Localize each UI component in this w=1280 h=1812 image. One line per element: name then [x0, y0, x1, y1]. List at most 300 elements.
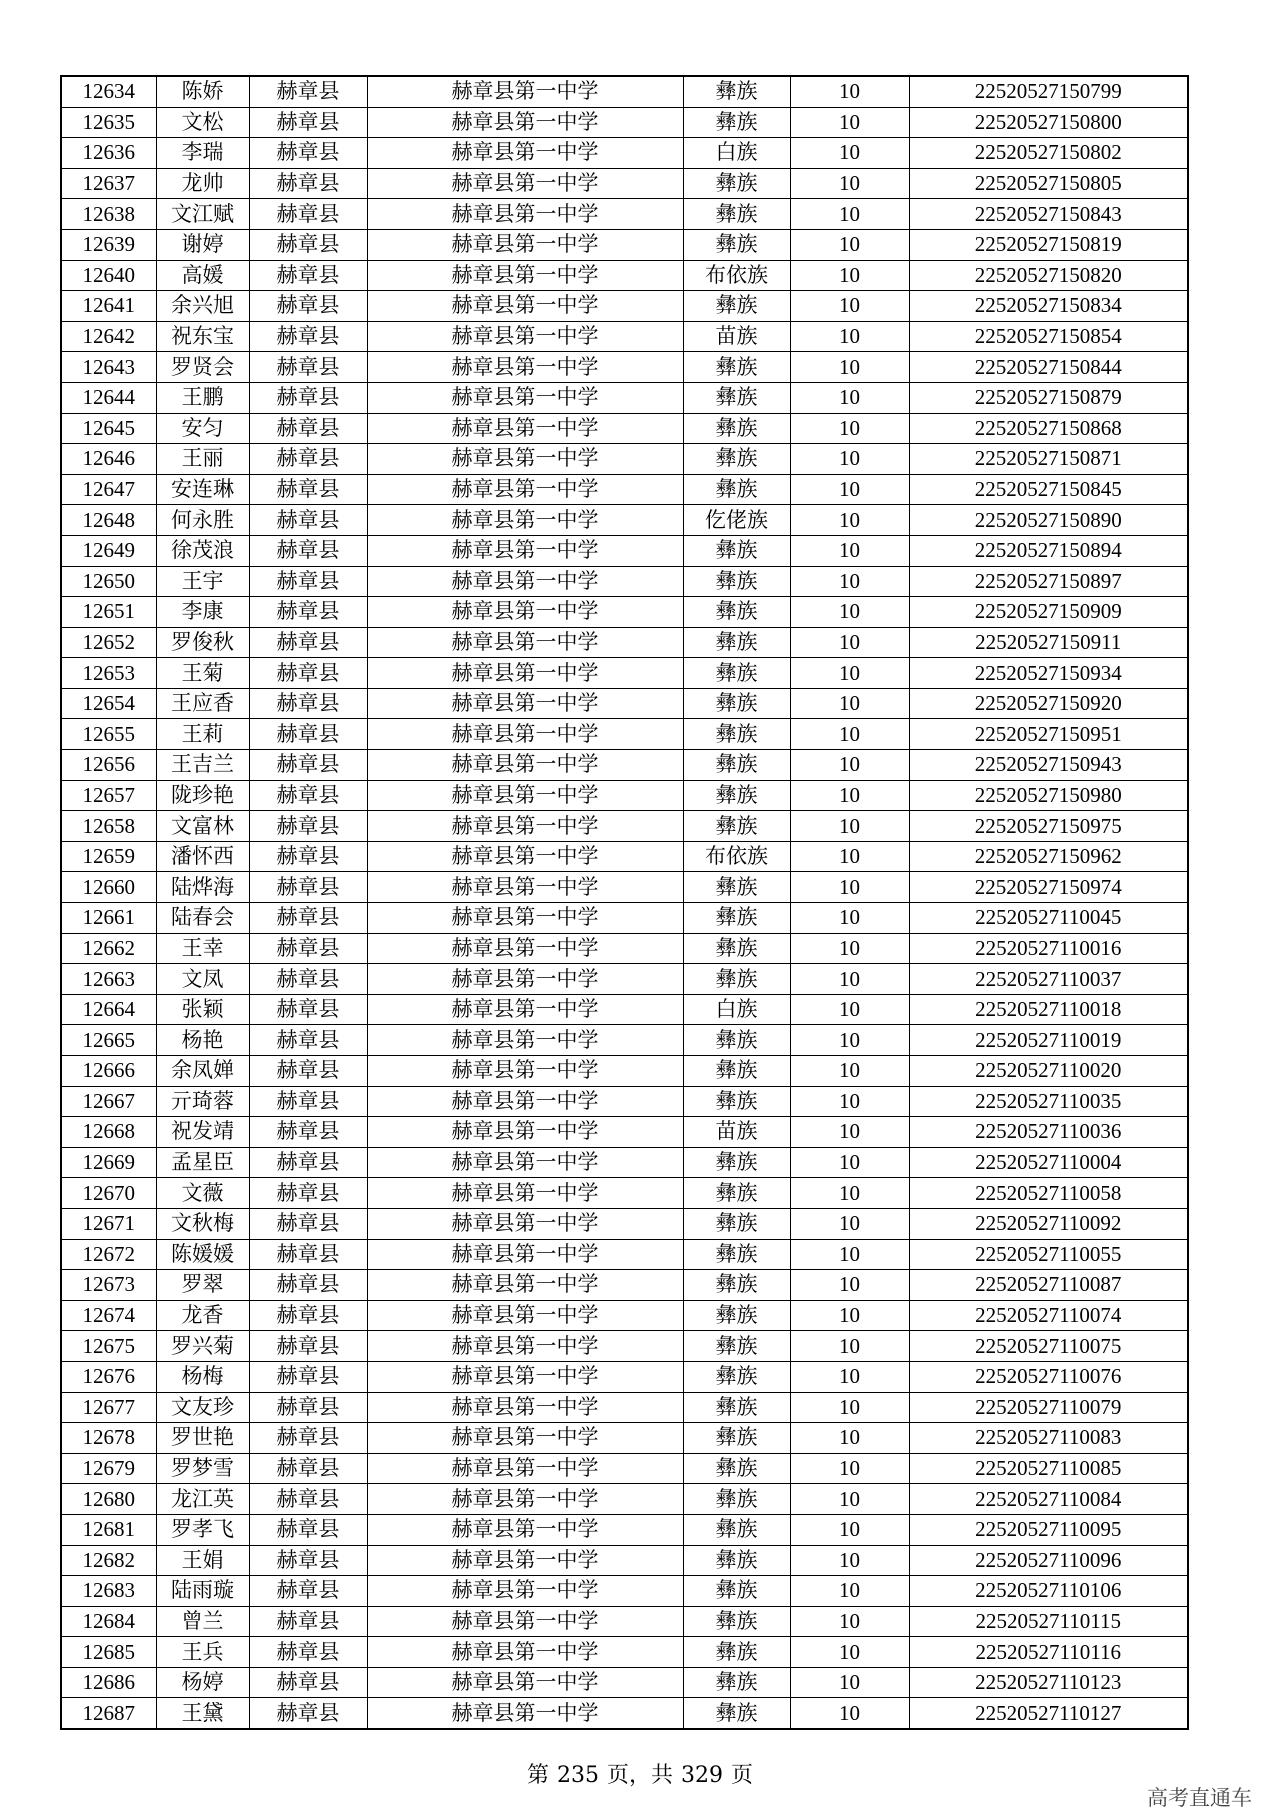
student-name-cell: 罗俊秋 — [156, 627, 249, 658]
grade-cell: 10 — [790, 1453, 909, 1484]
serial-number-cell: 12686 — [61, 1667, 156, 1698]
county-cell: 赫章县 — [249, 841, 367, 872]
school-cell: 赫章县第一中学 — [367, 1147, 683, 1178]
table-row — [61, 1208, 1188, 1239]
table-row — [61, 291, 1188, 322]
serial-number-cell: 12665 — [61, 1025, 156, 1056]
county-cell: 赫章县 — [249, 229, 367, 260]
table-row — [61, 1239, 1188, 1270]
grade-cell: 10 — [790, 566, 909, 597]
county-cell: 赫章县 — [249, 872, 367, 903]
student-name-cell: 文秋梅 — [156, 1208, 249, 1239]
ethnicity-cell: 彝族 — [683, 1698, 790, 1729]
school-cell: 赫章县第一中学 — [367, 872, 683, 903]
exam-id-cell: 22520527150951 — [909, 719, 1188, 750]
serial-number-cell: 12646 — [61, 444, 156, 475]
exam-id-cell: 22520527150943 — [909, 750, 1188, 781]
ethnicity-cell: 彝族 — [683, 1300, 790, 1331]
exam-id-cell: 22520527150980 — [909, 780, 1188, 811]
exam-id-cell: 22520527150820 — [909, 260, 1188, 291]
grade-cell: 10 — [790, 1025, 909, 1056]
school-cell: 赫章县第一中学 — [367, 1056, 683, 1087]
ethnicity-cell: 彝族 — [683, 1331, 790, 1362]
exam-id-cell: 22520527150834 — [909, 291, 1188, 322]
page-current: 235 — [556, 1763, 599, 1788]
ethnicity-cell: 彝族 — [683, 1606, 790, 1637]
grade-cell: 10 — [790, 1667, 909, 1698]
county-cell: 赫章县 — [249, 1147, 367, 1178]
student-name-cell: 余凤婵 — [156, 1056, 249, 1087]
exam-id-cell: 22520527150868 — [909, 413, 1188, 444]
ethnicity-cell: 彝族 — [683, 168, 790, 199]
table-row — [61, 872, 1188, 903]
ethnicity-cell: 彝族 — [683, 780, 790, 811]
ethnicity-cell: 彝族 — [683, 444, 790, 475]
grade-cell: 10 — [790, 1361, 909, 1392]
student-name-cell: 王幸 — [156, 933, 249, 964]
school-cell: 赫章县第一中学 — [367, 597, 683, 628]
ethnicity-cell: 彝族 — [683, 964, 790, 995]
table-row — [61, 1576, 1188, 1607]
county-cell: 赫章县 — [249, 1545, 367, 1576]
serial-number-cell: 12662 — [61, 933, 156, 964]
county-cell: 赫章县 — [249, 1270, 367, 1301]
table-row — [61, 1178, 1188, 1209]
serial-number-cell: 12671 — [61, 1208, 156, 1239]
student-name-cell: 余兴旭 — [156, 291, 249, 322]
student-name-cell: 潘怀西 — [156, 841, 249, 872]
table-row — [61, 933, 1188, 964]
table-row — [61, 382, 1188, 413]
serial-number-cell: 12661 — [61, 903, 156, 934]
student-name-cell: 王黛 — [156, 1698, 249, 1729]
school-cell: 赫章县第一中学 — [367, 1514, 683, 1545]
grade-cell: 10 — [790, 382, 909, 413]
grade-cell: 10 — [790, 780, 909, 811]
ethnicity-cell: 彝族 — [683, 811, 790, 842]
grade-cell: 10 — [790, 1147, 909, 1178]
grade-cell: 10 — [790, 597, 909, 628]
serial-number-cell: 12670 — [61, 1178, 156, 1209]
table-row — [61, 413, 1188, 444]
student-name-cell: 陆春会 — [156, 903, 249, 934]
student-name-cell: 王鹏 — [156, 382, 249, 413]
table-row — [61, 138, 1188, 169]
exam-id-cell: 22520527150879 — [909, 382, 1188, 413]
school-cell: 赫章县第一中学 — [367, 1698, 683, 1729]
student-name-cell: 陈媛媛 — [156, 1239, 249, 1270]
ethnicity-cell: 彝族 — [683, 413, 790, 444]
ethnicity-cell: 彝族 — [683, 933, 790, 964]
table-row — [61, 1086, 1188, 1117]
grade-cell: 10 — [790, 1270, 909, 1301]
table-row — [61, 750, 1188, 781]
school-cell: 赫章县第一中学 — [367, 505, 683, 536]
county-cell: 赫章县 — [249, 780, 367, 811]
county-cell: 赫章县 — [249, 1667, 367, 1698]
grade-cell: 10 — [790, 1331, 909, 1362]
student-name-cell: 谢婷 — [156, 229, 249, 260]
ethnicity-cell: 彝族 — [683, 872, 790, 903]
student-name-cell: 杨艳 — [156, 1025, 249, 1056]
ethnicity-cell: 彝族 — [683, 1423, 790, 1454]
ethnicity-cell: 彝族 — [683, 1239, 790, 1270]
table-row — [61, 1331, 1188, 1362]
exam-id-cell: 22520527150819 — [909, 229, 1188, 260]
exam-id-cell: 22520527110123 — [909, 1667, 1188, 1698]
county-cell: 赫章县 — [249, 107, 367, 138]
school-cell: 赫章县第一中学 — [367, 1484, 683, 1515]
exam-id-cell: 22520527150890 — [909, 505, 1188, 536]
serial-number-cell: 12653 — [61, 658, 156, 689]
serial-number-cell: 12635 — [61, 107, 156, 138]
table-row — [61, 780, 1188, 811]
exam-id-cell: 22520527110127 — [909, 1698, 1188, 1729]
ethnicity-cell: 白族 — [683, 138, 790, 169]
grade-cell: 10 — [790, 474, 909, 505]
serial-number-cell: 12674 — [61, 1300, 156, 1331]
student-name-cell: 孟星臣 — [156, 1147, 249, 1178]
exam-id-cell: 22520527150975 — [909, 811, 1188, 842]
county-cell: 赫章县 — [249, 688, 367, 719]
ethnicity-cell: 彝族 — [683, 719, 790, 750]
school-cell: 赫章县第一中学 — [367, 1361, 683, 1392]
county-cell: 赫章县 — [249, 168, 367, 199]
county-cell: 赫章县 — [249, 291, 367, 322]
school-cell: 赫章县第一中学 — [367, 750, 683, 781]
serial-number-cell: 12683 — [61, 1576, 156, 1607]
ethnicity-cell: 彝族 — [683, 76, 790, 107]
ethnicity-cell: 彝族 — [683, 597, 790, 628]
school-cell: 赫章县第一中学 — [367, 903, 683, 934]
serial-number-cell: 12678 — [61, 1423, 156, 1454]
exam-id-cell: 22520527110087 — [909, 1270, 1188, 1301]
student-name-cell: 安匀 — [156, 413, 249, 444]
exam-id-cell: 22520527150844 — [909, 352, 1188, 383]
grade-cell: 10 — [790, 1637, 909, 1668]
exam-id-cell: 22520527150909 — [909, 597, 1188, 628]
serial-number-cell: 12650 — [61, 566, 156, 597]
table-row — [61, 352, 1188, 383]
county-cell: 赫章县 — [249, 1178, 367, 1209]
ethnicity-cell: 彝族 — [683, 535, 790, 566]
county-cell: 赫章县 — [249, 1239, 367, 1270]
table-row — [61, 444, 1188, 475]
student-name-cell: 罗翠 — [156, 1270, 249, 1301]
county-cell: 赫章县 — [249, 76, 367, 107]
grade-cell: 10 — [790, 811, 909, 842]
exam-id-cell: 22520527110095 — [909, 1514, 1188, 1545]
serial-number-cell: 12636 — [61, 138, 156, 169]
grade-cell: 10 — [790, 1086, 909, 1117]
ethnicity-cell: 彝族 — [683, 229, 790, 260]
school-cell: 赫章县第一中学 — [367, 1667, 683, 1698]
page-total: 329 — [681, 1763, 723, 1788]
serial-number-cell: 12680 — [61, 1484, 156, 1515]
exam-id-cell: 22520527110116 — [909, 1637, 1188, 1668]
exam-id-cell: 22520527150920 — [909, 688, 1188, 719]
exam-id-cell: 22520527110079 — [909, 1392, 1188, 1423]
school-cell: 赫章县第一中学 — [367, 260, 683, 291]
county-cell: 赫章县 — [249, 1392, 367, 1423]
student-name-cell: 王应香 — [156, 688, 249, 719]
school-cell: 赫章县第一中学 — [367, 535, 683, 566]
student-name-cell: 王莉 — [156, 719, 249, 750]
ethnicity-cell: 彝族 — [683, 352, 790, 383]
serial-number-cell: 12649 — [61, 535, 156, 566]
county-cell: 赫章县 — [249, 1514, 367, 1545]
serial-number-cell: 12645 — [61, 413, 156, 444]
grade-cell: 10 — [790, 658, 909, 689]
school-cell: 赫章县第一中学 — [367, 1576, 683, 1607]
exam-id-cell: 22520527150845 — [909, 474, 1188, 505]
table-row — [61, 168, 1188, 199]
county-cell: 赫章县 — [249, 1056, 367, 1087]
county-cell: 赫章县 — [249, 1606, 367, 1637]
serial-number-cell: 12644 — [61, 382, 156, 413]
student-name-cell: 李康 — [156, 597, 249, 628]
county-cell: 赫章县 — [249, 1637, 367, 1668]
student-name-cell: 陆烨海 — [156, 872, 249, 903]
serial-number-cell: 12655 — [61, 719, 156, 750]
exam-id-cell: 22520527110106 — [909, 1576, 1188, 1607]
student-name-cell: 祝东宝 — [156, 321, 249, 352]
grade-cell: 10 — [790, 352, 909, 383]
grade-cell: 10 — [790, 750, 909, 781]
exam-id-cell: 22520527110016 — [909, 933, 1188, 964]
student-name-cell: 高媛 — [156, 260, 249, 291]
table-row — [61, 321, 1188, 352]
student-name-cell: 何永胜 — [156, 505, 249, 536]
grade-cell: 10 — [790, 1576, 909, 1607]
county-cell: 赫章县 — [249, 1361, 367, 1392]
table-row — [61, 1025, 1188, 1056]
table-row — [61, 688, 1188, 719]
grade-cell: 10 — [790, 872, 909, 903]
county-cell: 赫章县 — [249, 382, 367, 413]
school-cell: 赫章县第一中学 — [367, 841, 683, 872]
school-cell: 赫章县第一中学 — [367, 566, 683, 597]
table-row — [61, 1698, 1188, 1729]
student-name-cell: 杨梅 — [156, 1361, 249, 1392]
school-cell: 赫章县第一中学 — [367, 627, 683, 658]
table-row — [61, 535, 1188, 566]
grade-cell: 10 — [790, 1208, 909, 1239]
student-name-cell: 徐茂浪 — [156, 535, 249, 566]
grade-cell: 10 — [790, 168, 909, 199]
serial-number-cell: 12641 — [61, 291, 156, 322]
student-roster-body — [61, 76, 1188, 1729]
exam-id-cell: 22520527110018 — [909, 994, 1188, 1025]
exam-id-cell: 22520527150854 — [909, 321, 1188, 352]
table-row — [61, 811, 1188, 842]
serial-number-cell: 12651 — [61, 597, 156, 628]
ethnicity-cell: 彝族 — [683, 474, 790, 505]
ethnicity-cell: 彝族 — [683, 291, 790, 322]
grade-cell: 10 — [790, 1514, 909, 1545]
exam-id-cell: 22520527150934 — [909, 658, 1188, 689]
ethnicity-cell: 彝族 — [683, 658, 790, 689]
page-footer — [0, 1758, 1280, 1789]
student-name-cell: 祝发靖 — [156, 1117, 249, 1148]
exam-id-cell: 22520527110036 — [909, 1117, 1188, 1148]
grade-cell: 10 — [790, 1392, 909, 1423]
county-cell: 赫章县 — [249, 1331, 367, 1362]
exam-id-cell: 22520527150799 — [909, 76, 1188, 107]
student-name-cell: 罗贤会 — [156, 352, 249, 383]
grade-cell: 10 — [790, 1606, 909, 1637]
county-cell: 赫章县 — [249, 352, 367, 383]
serial-number-cell: 12652 — [61, 627, 156, 658]
ethnicity-cell: 彝族 — [683, 1484, 790, 1515]
county-cell: 赫章县 — [249, 1025, 367, 1056]
school-cell: 赫章县第一中学 — [367, 1300, 683, 1331]
table-row — [61, 107, 1188, 138]
table-row — [61, 994, 1188, 1025]
table-row — [61, 627, 1188, 658]
exam-id-cell: 22520527110019 — [909, 1025, 1188, 1056]
serial-number-cell: 12658 — [61, 811, 156, 842]
serial-number-cell: 12637 — [61, 168, 156, 199]
grade-cell: 10 — [790, 841, 909, 872]
student-name-cell: 王兵 — [156, 1637, 249, 1668]
ethnicity-cell: 彝族 — [683, 1667, 790, 1698]
table-row — [61, 1392, 1188, 1423]
student-name-cell: 罗孝飞 — [156, 1514, 249, 1545]
serial-number-cell: 12676 — [61, 1361, 156, 1392]
serial-number-cell: 12667 — [61, 1086, 156, 1117]
grade-cell: 10 — [790, 291, 909, 322]
ethnicity-cell: 彝族 — [683, 1514, 790, 1545]
county-cell: 赫章县 — [249, 903, 367, 934]
school-cell: 赫章县第一中学 — [367, 1270, 683, 1301]
table-row — [61, 260, 1188, 291]
exam-id-cell: 22520527110084 — [909, 1484, 1188, 1515]
county-cell: 赫章县 — [249, 1423, 367, 1454]
serial-number-cell: 12668 — [61, 1117, 156, 1148]
school-cell: 赫章县第一中学 — [367, 444, 683, 475]
grade-cell: 10 — [790, 964, 909, 995]
student-name-cell: 王丽 — [156, 444, 249, 475]
county-cell: 赫章县 — [249, 413, 367, 444]
grade-cell: 10 — [790, 1300, 909, 1331]
exam-id-cell: 22520527110074 — [909, 1300, 1188, 1331]
table-row — [61, 1453, 1188, 1484]
grade-cell: 10 — [790, 688, 909, 719]
exam-id-cell: 22520527150911 — [909, 627, 1188, 658]
student-name-cell: 文友珍 — [156, 1392, 249, 1423]
serial-number-cell: 12672 — [61, 1239, 156, 1270]
school-cell: 赫章县第一中学 — [367, 138, 683, 169]
student-name-cell: 文江赋 — [156, 199, 249, 230]
county-cell: 赫章县 — [249, 444, 367, 475]
table-row — [61, 1606, 1188, 1637]
county-cell: 赫章县 — [249, 719, 367, 750]
watermark: 高考直通车 — [1147, 1786, 1252, 1810]
ethnicity-cell: 彝族 — [683, 382, 790, 413]
school-cell: 赫章县第一中学 — [367, 1117, 683, 1148]
exam-id-cell: 22520527150843 — [909, 199, 1188, 230]
exam-id-cell: 22520527110004 — [909, 1147, 1188, 1178]
county-cell: 赫章县 — [249, 260, 367, 291]
school-cell: 赫章县第一中学 — [367, 780, 683, 811]
grade-cell: 10 — [790, 994, 909, 1025]
county-cell: 赫章县 — [249, 474, 367, 505]
ethnicity-cell: 彝族 — [683, 1392, 790, 1423]
county-cell: 赫章县 — [249, 321, 367, 352]
table-row — [61, 597, 1188, 628]
ethnicity-cell: 苗族 — [683, 321, 790, 352]
school-cell: 赫章县第一中学 — [367, 1637, 683, 1668]
exam-id-cell: 22520527110076 — [909, 1361, 1188, 1392]
county-cell: 赫章县 — [249, 1453, 367, 1484]
table-row — [61, 474, 1188, 505]
serial-number-cell: 12634 — [61, 76, 156, 107]
table-row — [61, 229, 1188, 260]
ethnicity-cell: 彝族 — [683, 1576, 790, 1607]
table-row — [61, 1361, 1188, 1392]
serial-number-cell: 12677 — [61, 1392, 156, 1423]
county-cell: 赫章县 — [249, 811, 367, 842]
serial-number-cell: 12643 — [61, 352, 156, 383]
student-roster-table — [60, 75, 1189, 1730]
student-name-cell: 龙江英 — [156, 1484, 249, 1515]
exam-id-cell: 22520527150871 — [909, 444, 1188, 475]
county-cell: 赫章县 — [249, 535, 367, 566]
serial-number-cell: 12656 — [61, 750, 156, 781]
county-cell: 赫章县 — [249, 658, 367, 689]
student-name-cell: 王菊 — [156, 658, 249, 689]
ethnicity-cell: 白族 — [683, 994, 790, 1025]
grade-cell: 10 — [790, 903, 909, 934]
table-row — [61, 1423, 1188, 1454]
exam-id-cell: 22520527110058 — [909, 1178, 1188, 1209]
county-cell: 赫章县 — [249, 1300, 367, 1331]
grade-cell: 10 — [790, 627, 909, 658]
exam-id-cell: 22520527150805 — [909, 168, 1188, 199]
grade-cell: 10 — [790, 321, 909, 352]
ethnicity-cell: 彝族 — [683, 566, 790, 597]
grade-cell: 10 — [790, 1484, 909, 1515]
table-row — [61, 1667, 1188, 1698]
ethnicity-cell: 彝族 — [683, 1270, 790, 1301]
student-name-cell: 陆雨璇 — [156, 1576, 249, 1607]
school-cell: 赫章县第一中学 — [367, 719, 683, 750]
county-cell: 赫章县 — [249, 933, 367, 964]
table-row — [61, 1637, 1188, 1668]
student-name-cell: 龙香 — [156, 1300, 249, 1331]
school-cell: 赫章县第一中学 — [367, 382, 683, 413]
school-cell: 赫章县第一中学 — [367, 688, 683, 719]
serial-number-cell: 12657 — [61, 780, 156, 811]
exam-id-cell: 22520527110020 — [909, 1056, 1188, 1087]
serial-number-cell: 12684 — [61, 1606, 156, 1637]
county-cell: 赫章县 — [249, 1208, 367, 1239]
table-row — [61, 566, 1188, 597]
school-cell: 赫章县第一中学 — [367, 1025, 683, 1056]
student-name-cell: 文薇 — [156, 1178, 249, 1209]
table-row — [61, 1147, 1188, 1178]
grade-cell: 10 — [790, 444, 909, 475]
exam-id-cell: 22520527150802 — [909, 138, 1188, 169]
county-cell: 赫章县 — [249, 994, 367, 1025]
serial-number-cell: 12654 — [61, 688, 156, 719]
ethnicity-cell: 彝族 — [683, 750, 790, 781]
student-name-cell: 文富林 — [156, 811, 249, 842]
student-name-cell: 王吉兰 — [156, 750, 249, 781]
student-name-cell: 龙帅 — [156, 168, 249, 199]
table-row — [61, 1514, 1188, 1545]
